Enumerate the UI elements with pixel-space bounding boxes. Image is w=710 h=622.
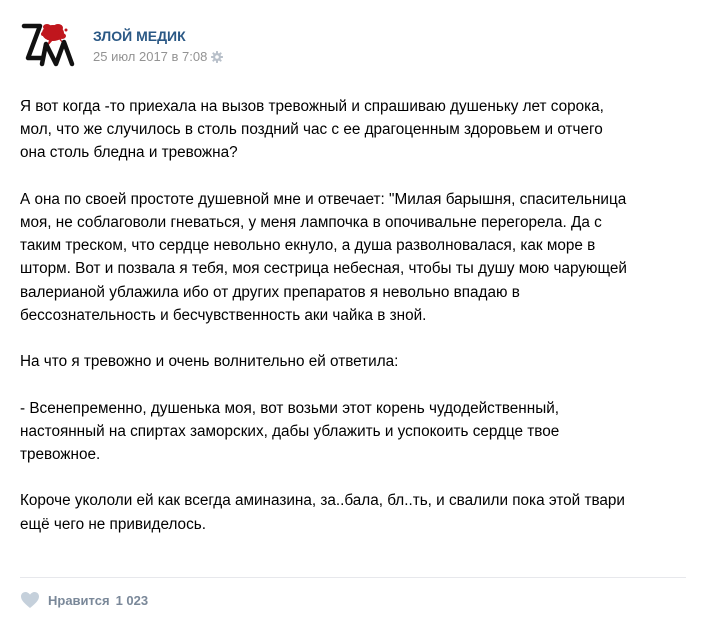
footer-divider [20,577,686,578]
post-paragraph [20,350,696,373]
post-meta [93,49,223,64]
gear-icon[interactable] [211,51,223,63]
author-name[interactable]: ЗЛОЙ МЕДИК [93,28,186,44]
post-line: ещё чего не привиделось. [20,515,206,533]
heart-icon [20,591,40,609]
post-line: Я вот когда -то приехала на вызов тревожный и спрашиваю душеньку лет сорока, [20,98,604,115]
post-text [20,95,696,536]
post-paragraph [20,397,696,467]
post-paragraph [20,489,696,535]
post-line: Короче укололи ей как всегда аминазина, за..бала, бл..ть, и свалили пока этой твари [20,492,625,510]
post-date[interactable]: 25 июл 2017 в 7:08 [93,49,208,64]
like-label: Нравится [48,592,110,608]
post-line: она столь бледна и тревожна? [20,144,238,162]
post-line: таким треском, что сердце невольно екнуло, а душа разволновалася, как море в [20,237,596,255]
post-header [20,18,690,74]
post-line: - Всенепременно, душенька моя, вот возьми этот корень чудодейственный, [20,399,559,417]
like-count: 1 023 [115,592,149,608]
post-line: А она по своей простоте душевной мне и отвечает: "Милая барышня, спасительница [20,190,627,208]
post-line: валерианой ублажила ибо от других препаратов я невольно впадаю в [20,283,520,301]
post-line: бессознательность и бесчувственность аки чайка в зной. [20,306,427,324]
post-line: настоянный на спиртах заморских, дабы ублажить и успокоить сердце твое [20,422,560,440]
like-button[interactable] [20,588,148,612]
post-paragraph [20,95,696,165]
post-line: тревожное. [20,446,101,463]
post-line: мол, что же случилось в столь поздний час с ее драгоценным здоровьем и отчего [20,121,603,139]
post-line: моя, не соблаговоли гневаться, у меня лампочка в опочивальне перегорела. Да с [20,214,602,231]
evil-medic-logo-icon[interactable] [20,18,76,74]
post-line: шторм. Вот и позвала я тебя, моя сестрица небесная, чтобы ты душу мою чарующей [20,260,627,278]
post-paragraph [20,188,696,327]
post-line: На что я тревожно и очень волнительно ей ответила: [20,353,399,371]
